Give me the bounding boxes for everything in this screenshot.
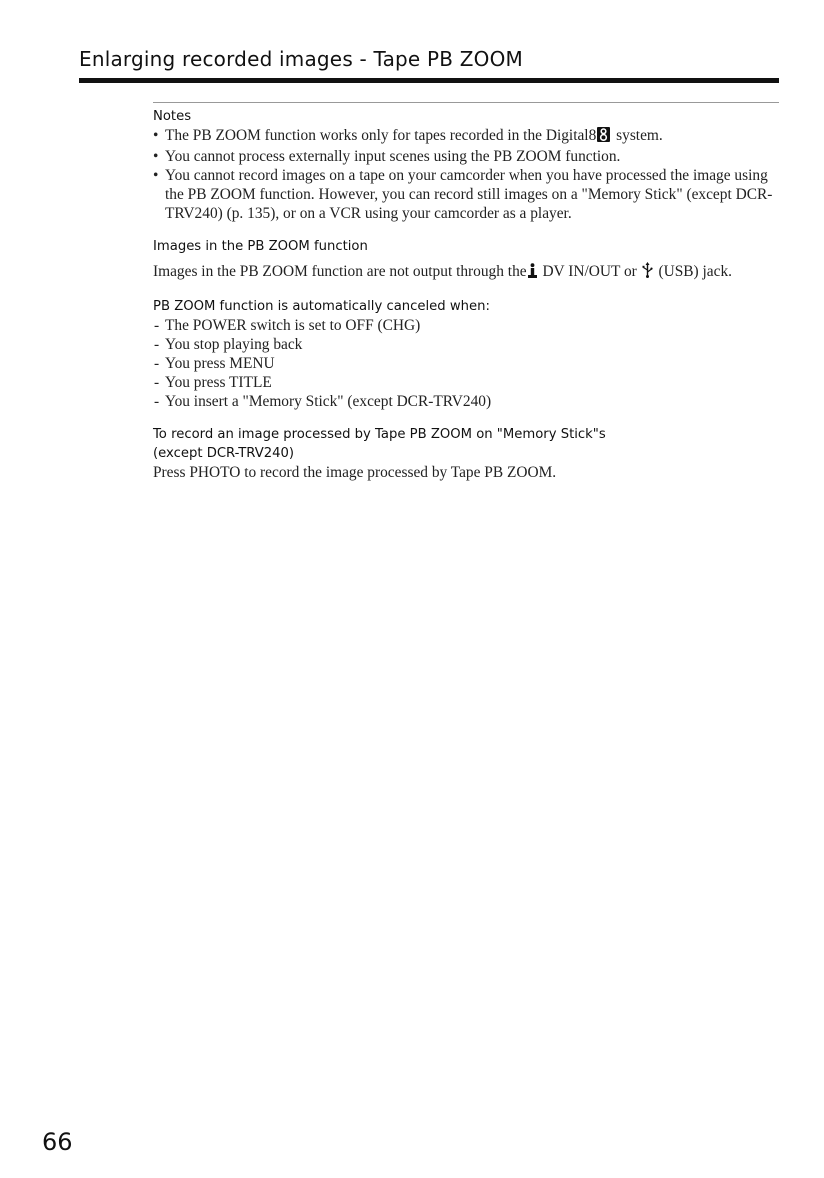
header-rule: [79, 78, 779, 83]
record-heading-line2: (except DCR-TRV240): [153, 446, 295, 461]
page-content: [153, 102, 779, 482]
notes-list: [153, 126, 779, 223]
cancel-item: - You press MENU: [153, 354, 779, 373]
cancel-item: - The POWER switch is set to OFF (CHG): [153, 316, 779, 335]
page-number: 66: [42, 1128, 73, 1156]
notes-item-text-after: system.: [612, 127, 663, 144]
notes-item-text-before: The PB ZOOM function works only for tapes recorded in the Digital8: [165, 127, 597, 144]
usb-icon: [642, 262, 653, 283]
cancel-item: - You insert a "Memory Stick" (except DCR-TRV240): [153, 392, 779, 411]
notes-item: [153, 126, 779, 147]
notes-divider: [153, 102, 779, 103]
notes-item: • You cannot record images on a tape on your camcorder when you have processed the image using the PB ZOOM function. However, you can record still images on a "Memory Stick" (except DCR-TRV240) (p. 135), or on a VCR using your camcorder as a player.: [153, 166, 779, 223]
cancel-heading: PB ZOOM function is automatically canceled when:: [153, 299, 490, 314]
record-heading-line1: To record an image processed by Tape PB ZOOM on "Memory Stick"s: [153, 427, 606, 442]
output-text-before: Images in the PB ZOOM function are not output through the: [153, 263, 527, 280]
output-heading: Images in the PB ZOOM function: [153, 239, 368, 254]
output-text: [153, 262, 779, 283]
digital8-logo-icon: [597, 127, 610, 147]
cancel-item: - You stop playing back: [153, 335, 779, 354]
record-text: Press PHOTO to record the image processed by Tape PB ZOOM.: [153, 464, 557, 481]
dv-label: DV IN/OUT or: [538, 263, 641, 280]
i-link-icon: [528, 263, 537, 283]
cancel-list: [153, 316, 779, 411]
notes-item: • You cannot process externally input scenes using the PB ZOOM function.: [153, 147, 779, 166]
notes-heading: Notes: [153, 109, 192, 124]
cancel-item: - You press TITLE: [153, 373, 779, 392]
output-text-after: (USB) jack.: [654, 263, 732, 280]
page-title: Enlarging recorded images - Tape PB ZOOM: [79, 47, 523, 71]
